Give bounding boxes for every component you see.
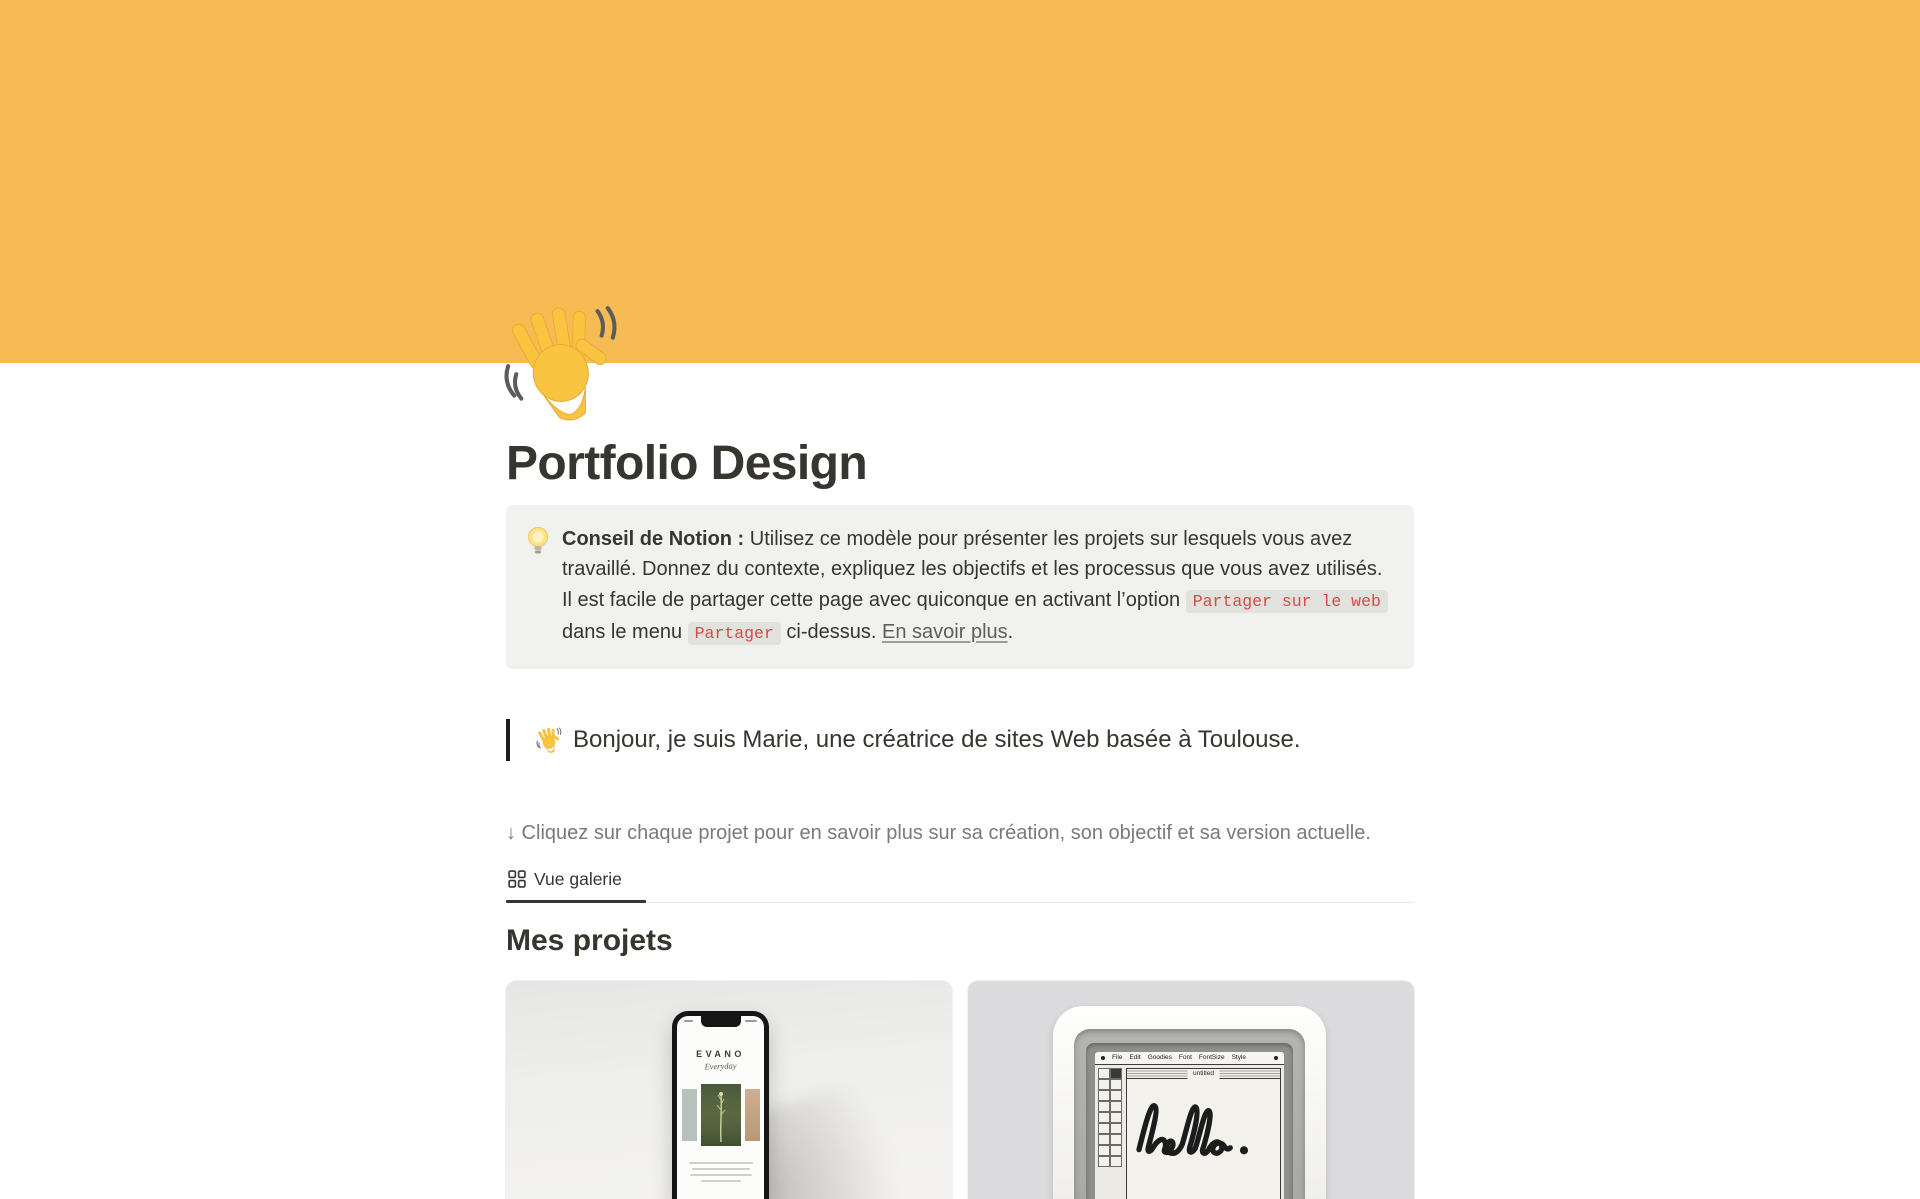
macpaint-title-bar [1127,1069,1280,1079]
menu-right-icon [1274,1056,1278,1060]
intro-quote-block[interactable] [506,719,1414,761]
tile-sage [682,1089,697,1141]
inline-code-partager-sur-le-web: Partager sur le web [1186,590,1388,613]
macpaint-window [1126,1068,1281,1199]
quote-text: Bonjour, je suis Marie, une créatrice de sites Web basée à Toulouse. [573,725,1301,753]
screen-paragraph-lines [677,1162,764,1182]
apple-menu-icon [1101,1056,1105,1060]
tab-gallery-view[interactable] [506,859,646,902]
tile-plant-photo [701,1084,741,1146]
callout-text-2: dans le menu [562,621,688,644]
monitor-bezel [1086,1043,1293,1199]
macpaint-window-title: untitled [1187,1069,1220,1079]
mac-menu-bar [1095,1052,1284,1065]
menu-edit: Edit [1129,1054,1141,1062]
waving-hand-emoji-small [536,726,563,753]
evano-tagline-text: Everyday [704,1060,737,1072]
evano-logo-text: EVANO [696,1048,745,1059]
inline-code-partager: Partager [688,622,781,645]
macpaint-tool-palette [1098,1068,1122,1199]
menu-file: File [1112,1054,1123,1062]
tab-gallery-label: Vue galerie [534,868,622,889]
tile-wood [745,1089,760,1141]
learn-more-link[interactable]: En savoir plus [882,621,1008,644]
callout-bold-prefix: Conseil de Notion : [562,527,745,550]
waving-hand-icon [502,299,624,421]
callout-text [562,524,1394,650]
iphone-mockup [672,1011,769,1199]
instruction-paragraph: ↓ Cliquez sur chaque projet pour en savoir plus sur sa création, son objectif et sa version actuelle. [506,821,1371,844]
projects-gallery [506,981,1414,1199]
evano-image-tiles [677,1084,764,1146]
callout-text-3: ci-dessus. [780,621,883,644]
light-bulb-icon [524,526,552,556]
gallery-grid-icon [508,870,526,888]
page-cover[interactable] [0,0,1920,363]
database-view-tabs [506,859,1414,903]
notion-tip-callout[interactable] [506,505,1414,669]
menu-font: Font [1178,1054,1192,1062]
section-heading[interactable]: Mes projets [506,923,673,957]
macpaint-workspace [1095,1065,1284,1199]
menu-goodies: Goodies [1147,1054,1172,1062]
macintosh-monitor [1053,1006,1326,1199]
status-bar-time [684,1020,693,1022]
menu-fontsize: FontSize [1198,1054,1225,1062]
iphone-notch [701,1016,741,1027]
mac-screen [1095,1052,1284,1199]
hello-drawing [1127,1089,1280,1159]
waving-hand-emoji-page-icon[interactable] [502,299,624,421]
page-content [506,363,1414,1199]
callout-text-1: Utilisez ce modèle pour présenter les projets sur lesquels vous avez travaillé. Donnez du contexte, expliquez les objectifs et les processus que vous avez utilisés. Il est facile de partager cette page avec quiconque en activant l’option [562,527,1383,611]
callout-text-4: . [1007,621,1014,644]
iphone-screen [677,1016,764,1199]
page-title[interactable]: Portfolio Design [506,437,868,490]
gallery-card-evano-phone[interactable] [506,981,952,1199]
monitor-frame [1074,1029,1305,1199]
menu-style: Style [1231,1054,1247,1062]
gallery-card-hello-mac[interactable] [968,981,1414,1199]
status-bar-icons [745,1020,757,1022]
